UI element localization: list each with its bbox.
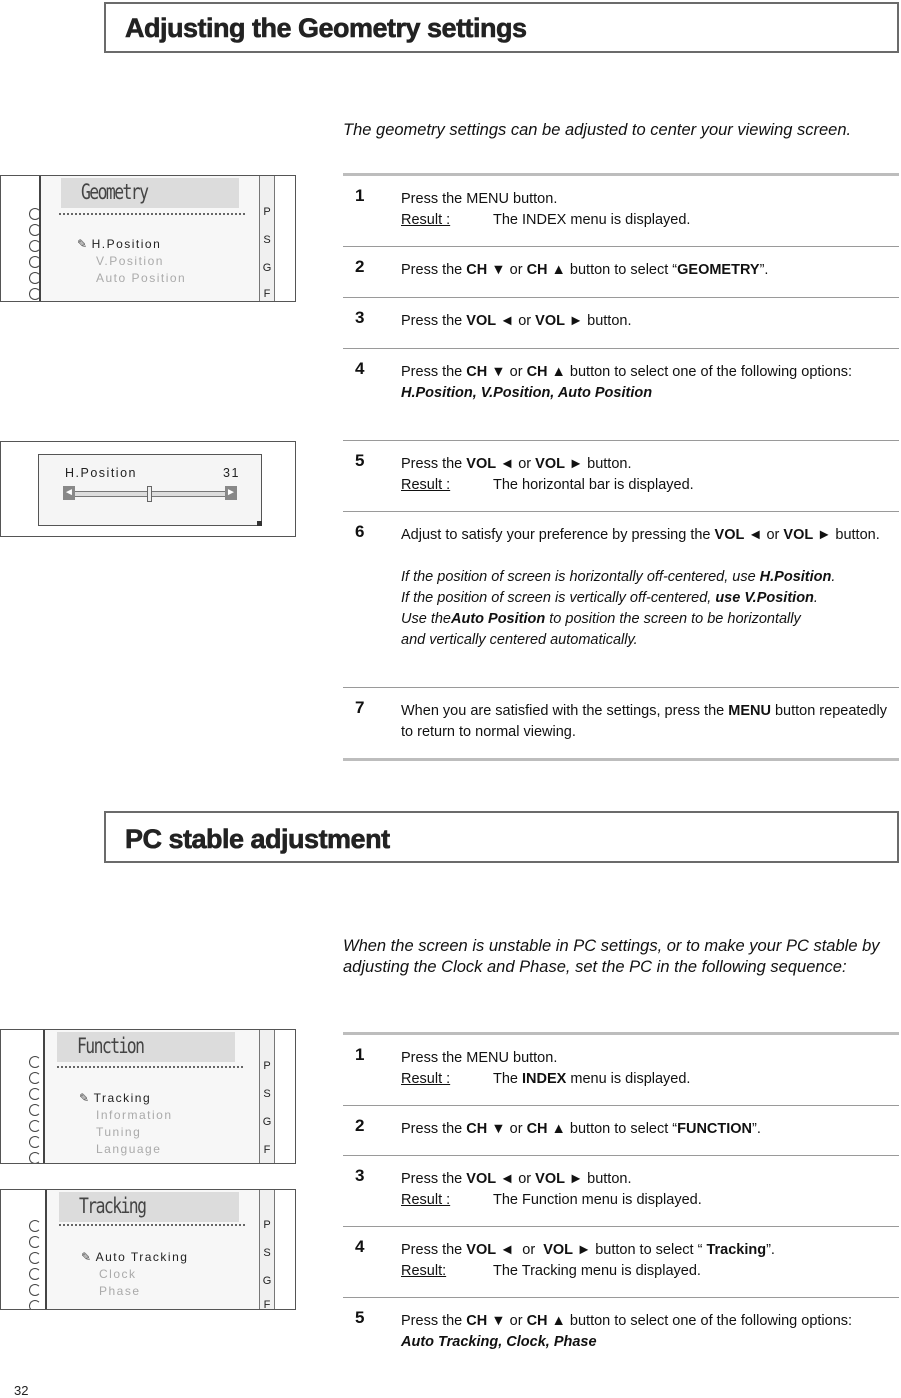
step-number: 2: [355, 257, 365, 276]
steps-bottom-rule: [343, 758, 899, 761]
tab-g: G: [262, 262, 272, 274]
step-row: [343, 247, 899, 298]
dotted-divider: [59, 1224, 245, 1226]
pencil-icon: ✎: [79, 1091, 91, 1105]
osd-panel: [45, 1190, 261, 1309]
step-row: [343, 1035, 899, 1106]
step-row: [343, 1156, 899, 1227]
osd-menu-list: [81, 1249, 188, 1300]
hposition-slider-thumb[interactable]: [147, 486, 152, 502]
hposition-label: H.Position: [65, 466, 137, 480]
slider-right-arrow[interactable]: ►: [226, 487, 236, 498]
page-number: 32: [14, 1383, 29, 1398]
step-text: Press the CH ▼ or CH ▲ button to select one of the following options: H.Position, V.Position, Auto Position: [401, 364, 853, 401]
osd-function-menu: [0, 1029, 296, 1164]
step-row: [343, 512, 899, 688]
osd-banner: [61, 178, 239, 208]
step-text: Press the CH ▼ or CH ▲ button to select “GEOMETRY”.: [401, 262, 769, 278]
step-row: [343, 176, 899, 247]
tab-s: S: [263, 1088, 271, 1100]
section-title-geometry: [104, 2, 899, 53]
step-text: Press the VOL ◄ or VOL ► button. Result : The Function menu is displayed.: [401, 1171, 702, 1208]
step-number: 2: [355, 1116, 365, 1135]
osd-tabbar: [259, 1030, 275, 1163]
osd-tabbar: [259, 1190, 275, 1309]
osd-menu-item: Auto Position: [96, 271, 187, 285]
osd-banner-text: Geometry: [81, 180, 148, 204]
osd-menu-item: Clock: [99, 1267, 137, 1281]
osd-menu-item: Information: [96, 1108, 173, 1122]
step-number: 7: [355, 698, 365, 717]
tab-s: S: [263, 1247, 271, 1259]
dotted-divider: [59, 213, 245, 215]
osd-menu-list: [79, 1090, 173, 1158]
step-text: Press the CH ▼ or CH ▲ button to select one of the following options: Auto Tracking, Clock, Phase: [401, 1313, 853, 1350]
osd-menu-item: Language: [96, 1142, 162, 1156]
osd-panel: [43, 1030, 261, 1163]
section-title-text: PC stable adjustment: [125, 824, 390, 854]
step-row: [343, 688, 899, 758]
step-number: 3: [355, 1166, 365, 1185]
step-row: [343, 1106, 899, 1156]
pencil-icon: ✎: [81, 1250, 93, 1264]
step-number: 1: [355, 186, 365, 205]
hposition-value: 31: [223, 466, 240, 480]
step-text: Press the VOL ◄ or VOL ► button. Result : The horizontal bar is displayed.: [401, 456, 694, 493]
pc-steps: [343, 1032, 899, 1392]
pc-intro: When the screen is unstable in PC settings, or to make your PC stable by adjusting the Clock and Phase, set the PC in the following sequence:: [343, 937, 880, 976]
osd-hposition-bar: [0, 441, 296, 537]
step-number: 4: [355, 359, 365, 378]
step-number: 6: [355, 522, 365, 541]
osd-bar-panel: [38, 454, 262, 526]
osd-tracking-menu: [0, 1189, 296, 1310]
spiral-binding: [29, 1056, 43, 1164]
tab-g: G: [262, 1275, 272, 1287]
osd-banner: [57, 1032, 235, 1062]
osd-menu-item: Tuning: [96, 1125, 142, 1139]
step-row: [343, 1298, 899, 1390]
osd-banner-text: Tracking: [79, 1194, 146, 1218]
step-number: 4: [355, 1237, 365, 1256]
tab-f: F: [263, 288, 271, 300]
step-row: [343, 1227, 899, 1298]
dotted-divider: [57, 1066, 243, 1068]
osd-menu-item: ✎ Tracking: [79, 1091, 152, 1105]
tab-f: F: [263, 1299, 271, 1310]
step-number: 3: [355, 308, 365, 327]
step-text: Press the MENU button. Result : The INDEX menu is displayed.: [401, 1050, 691, 1087]
step-text: When you are satisfied with the settings, press the MENU button repeatedly to return to normal viewing.: [401, 703, 888, 740]
osd-menu-item: ✎ H.Position: [77, 237, 162, 251]
step-number: 5: [355, 451, 365, 470]
osd-banner: [59, 1192, 239, 1222]
step-text: Press the VOL ◄ or VOL ► button to select “ Tracking”. Result: The Tracking menu is displayed.: [401, 1242, 775, 1279]
osd-menu-item: Phase: [99, 1284, 141, 1298]
spiral-binding: [29, 1220, 43, 1310]
step-text: Adjust to satisfy your preference by pressing the VOL ◄ or VOL ► button. If the position of screen is horizontally off-centered, use H.Position. If the position of screen is vertically off-centered, use V.Position. Use theAuto Position to position the screen to be horizontally and vertically centered automatically.: [401, 527, 880, 648]
osd-menu-list: [77, 236, 186, 287]
tab-s: S: [263, 234, 271, 246]
step-text: Press the MENU button. Result : The INDEX menu is displayed.: [401, 191, 691, 228]
tab-p: P: [263, 1219, 271, 1231]
section-title-pc: [104, 811, 899, 863]
step-row: [343, 298, 899, 349]
step-text: Press the CH ▼ or CH ▲ button to select “FUNCTION”.: [401, 1121, 761, 1137]
osd-panel: [39, 176, 261, 301]
step-number: 1: [355, 1045, 365, 1064]
step-row: [343, 441, 899, 512]
geometry-steps: [343, 173, 899, 763]
geometry-intro: The geometry settings can be adjusted to center your viewing screen.: [343, 121, 852, 139]
tab-f: F: [263, 1144, 271, 1156]
tab-p: P: [263, 1060, 271, 1072]
step-number: 5: [355, 1308, 365, 1327]
hposition-slider-track[interactable]: [75, 491, 225, 497]
slider-left-arrow[interactable]: ◄: [64, 487, 74, 498]
osd-menu-item: ✎ Auto Tracking: [81, 1250, 189, 1264]
osd-menu-item: V.Position: [96, 254, 164, 268]
osd-geometry-menu: [0, 175, 296, 302]
step-text: Press the VOL ◄ or VOL ► button.: [401, 313, 632, 329]
pencil-icon: ✎: [77, 237, 89, 251]
osd-banner-text: Function: [77, 1034, 144, 1058]
tab-p: P: [263, 206, 271, 218]
panel-corner: [257, 521, 262, 526]
section-title-text: Adjusting the Geometry settings: [125, 13, 527, 43]
osd-tabbar: [259, 176, 275, 301]
tab-g: G: [262, 1116, 272, 1128]
step-row: [343, 349, 899, 441]
